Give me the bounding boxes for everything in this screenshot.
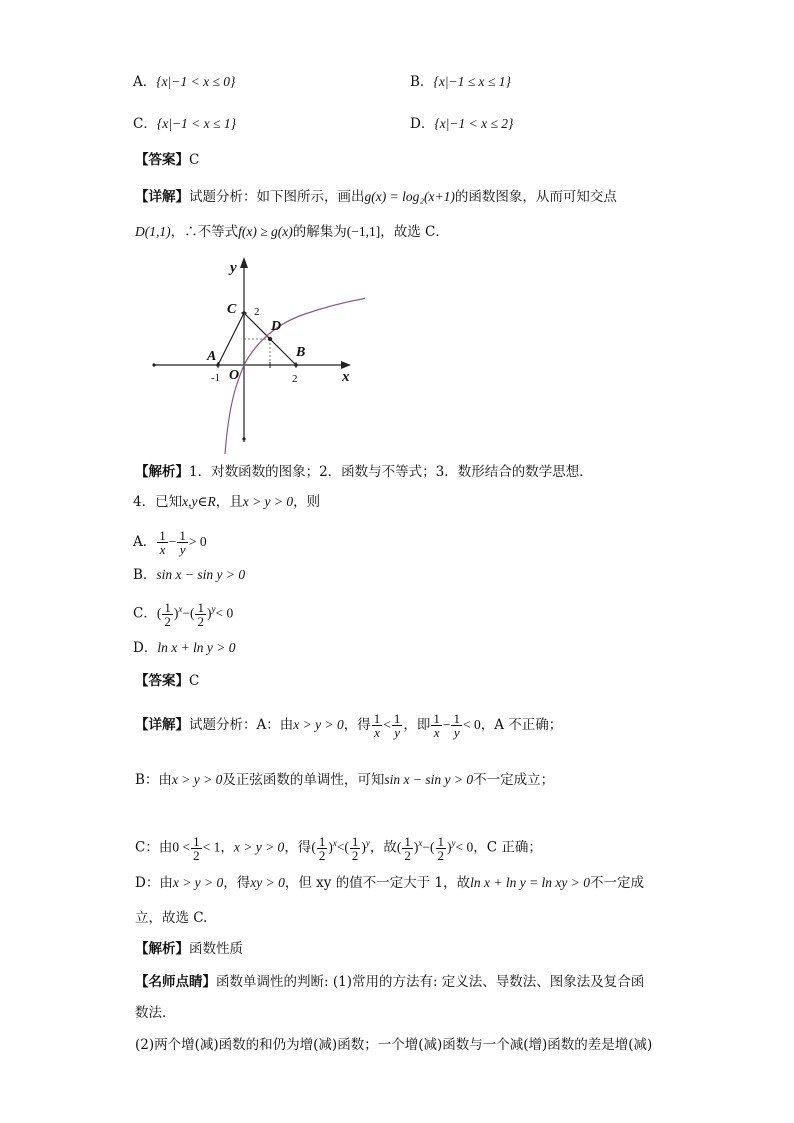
q3-detail-line1 [135,188,617,206]
detail-point: D(1,1) [135,224,171,239]
detail-text: ， [220,839,234,856]
detail-text: B：由 [135,772,172,788]
axis-label-y: y [230,260,237,276]
detail-interval: (−1,1] [346,224,381,239]
detail-formula: ln x + ln y = ln xy > 0 [470,875,591,890]
stem-text: 4．已知 [133,494,183,510]
detail-text: ，得 [284,839,312,856]
tips-line1 [135,973,644,991]
detail-formula: f(x) ≥ g(x) [238,224,293,239]
fraction-half: $\frac{1}{2}$ [164,599,171,629]
detail-formula: sin x − sin y > 0 [384,772,474,787]
option-tail: > 0 [188,534,207,549]
fraction-half: $\frac{1}{2}$ [437,833,445,863]
option-label: D． [133,640,158,656]
detail-xy: xy > 0 [250,875,285,890]
option-label: C． [133,605,157,622]
fraction-1-over-x: $\frac{1}{x}$ [433,711,440,740]
stem-condition: x > y > 0 [242,494,294,509]
detail-tag: 【详解】 [135,189,189,205]
detail-text: 试题分析：如下图所示，画出 [189,189,365,205]
analysis-tag: 【解析】 [135,464,189,480]
label-a: A [207,349,217,364]
x-axis-arrow [341,361,351,369]
y-axis-arrow [240,257,248,268]
detail-text: 的解集为 [292,224,347,240]
stem-text: ，且 [215,494,243,510]
tips-line2 [135,1004,176,1022]
option-expression: {x|−1 ≤ x ≤ 1} [433,74,511,89]
label-d: D [271,319,282,334]
detail-text: ，即 [403,717,431,733]
fraction-half: $\frac{1}{2}$ [197,599,204,629]
stem-vars: x,y∈R [182,494,216,509]
q4-option-a: A． $\frac{1}{x}$ − $\frac{1}{y}$ > 0 [133,528,207,557]
option-expression: sin x − sin y > 0 [156,567,246,582]
detail-text: 立，故选 C. [135,910,208,926]
fraction-1-over-x: $\frac{1}{x}$ [373,711,381,740]
option-label: A． [133,74,157,90]
detail-text: ，∴不等式 [170,224,239,240]
detail-tag: 【详解】 [135,717,189,733]
q3-option-c [133,115,236,133]
tips-tag: 【名师点睛】 [135,974,216,990]
label-2y: 2 [254,306,260,318]
detail-text: 不一定成 [590,875,645,891]
fraction-1-over-y: $\frac{1}{y}$ [179,528,186,557]
option-label: A． [133,534,157,550]
label-o: O [229,368,240,383]
detail-condition: x > y > 0 [233,839,285,855]
detail-text: ，但 xy 的值不一定大于 1，故 [284,875,471,891]
detail-condition: x > y > 0 [172,875,224,890]
detail-text: ，故 [369,839,397,856]
axis-label-x: x [342,369,350,385]
fraction-1-over-x: $\frac{1}{x}$ [159,528,166,557]
detail-text: 试题分析：A：由 [189,717,294,733]
tips-line3 [135,1036,652,1054]
q4-option-d [133,639,236,657]
fraction-half: $\frac{1}{2}$ [193,833,200,863]
answer-tag: 【答案】 [135,152,189,168]
fraction-1-over-y: $\frac{1}{y}$ [393,711,401,740]
analysis-tag: 【解析】 [135,941,189,957]
analysis-text: 1．对数函数的图象；2．函数与不等式；3．数形结合的数学思想． [189,464,593,480]
point-a [216,363,220,367]
fraction-1-over-y: $\frac{1}{y}$ [453,711,460,740]
q4-answer [135,672,199,690]
q4-option-b [133,566,245,584]
function-graph [145,252,365,457]
detail-text: 及正弦函数的单调性，可知 [222,772,385,788]
q3-answer [135,151,199,169]
q4-detail-b [135,771,554,789]
detail-text: ，A 不正确； [480,717,563,733]
detail-text: C：由 [135,839,173,856]
option-label: B． [410,74,434,90]
detail-text: 的函数图象，从而可知交点 [454,189,617,205]
option-expression: {x|−1 < x ≤ 1} [156,116,236,131]
detail-text: 不一定成立； [473,772,555,788]
q3-detail-line2 [135,223,449,241]
tips-text: 函数单调性的判断: (1)常用的方法有: 定义法、导数法、图象法及复合函 [216,974,645,990]
point-c [242,311,246,315]
label-neg1: -1 [211,372,221,384]
option-label: D． [410,116,435,132]
detail-text: ，故选 C． [380,224,449,240]
q4-analysis [135,940,243,958]
q4-detail-d-cont [135,909,207,927]
x-axis-left-end [152,363,155,366]
fraction-half: $\frac{1}{2}$ [351,833,359,863]
q4-option-c: C．( $\frac{1}{2}$ )$^x$−( $\frac{1}{2}$ )$^y$< 0 [133,599,234,629]
q3-option-b [410,73,511,91]
option-expression: ln x + ln y > 0 [157,640,236,655]
answer-value: C [189,152,200,168]
y-axis-bottom-end [242,437,245,440]
label-2x: 2 [292,373,298,385]
fraction-half: $\frac{1}{2}$ [318,833,326,863]
detail-text: ，得 [223,875,251,891]
detail-condition: x > y > 0 [171,772,223,787]
q4-detail-a: 【详解】试题分析：A：由x > y > 0，得 $\frac{1}{x}$ < $\frac{1}{y}$ ，即 $\frac{1}{x}$ − $\frac{1}{y}$ < 0，A 不正确； [135,711,563,740]
fraction-half: $\frac{1}{2}$ [404,833,411,863]
q3-option-a [133,73,235,91]
option-label: C． [133,116,157,132]
detail-condition: x > y > 0 [293,717,344,732]
point-b [294,363,298,367]
detail-text: D：由 [135,875,173,891]
analysis-text: 函数性质 [189,941,243,957]
option-tail: < 0 [215,605,234,621]
option-expression: {x|−1 < x ≤ 2} [434,116,514,131]
q3-analysis [135,463,593,481]
q4-detail-c: C：由0 < $\frac{1}{2}$ < 1，x > y > 0，得( $\frac{1}{2}$ )$^x$<( $\frac{1}{2}$ )$^y$，故( $\frac{1}{2}$ )$^x$−( $\frac{1}{2}$ )$^y$< 0，C 正确； [135,833,542,863]
label-b: B [296,345,306,360]
detail-text: ，得 [343,717,371,733]
tips-text: (2)两个增(减)函数的和仍为增(减)函数；一个增(减)函数与一个减(增)函数的差是增(减) [135,1037,653,1053]
q4-stem [133,493,320,511]
q4-detail-d [135,874,644,892]
tips-text: 数法． [135,1005,176,1021]
stem-text: ，则 [293,494,321,510]
detail-formula: g(x) = log₂(x+1) [364,189,455,204]
option-label: B． [133,567,157,583]
intersection-point-d [268,337,272,341]
answer-value: C [189,673,200,689]
option-expression: {x|−1 < x ≤ 0} [156,74,236,89]
q3-option-d [410,115,513,133]
label-c: C [227,302,237,317]
detail-text: ，C 正确； [473,839,542,856]
answer-tag: 【答案】 [135,673,189,689]
